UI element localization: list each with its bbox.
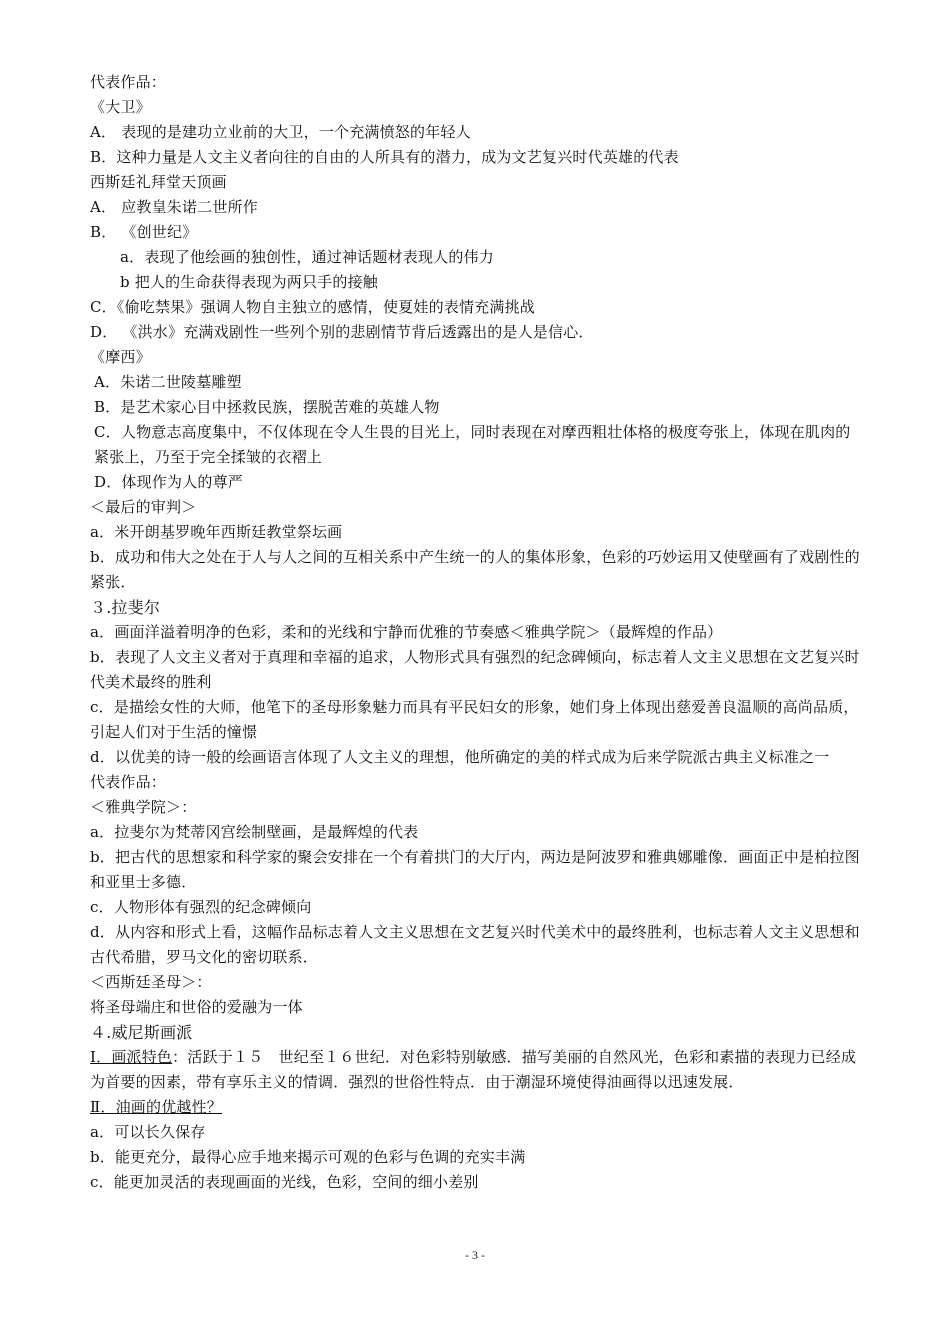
text-line: d．从内容和形式上看，这幅作品标志着人文主义思想在文艺复兴时代美术中的最终胜利，也标志着人文主义思想和古代希腊，罗马文化的密切联系． <box>90 923 860 966</box>
text-line: 《大卫》 <box>90 98 151 116</box>
text-line: D． 《洪水》充满戏剧性一些列个别的悲剧情节背后透露出的是人是信心． <box>90 323 594 341</box>
text-line: c．是描绘女性的大师，他笔下的圣母形象魅力而具有平民妇女的形象，她们身上体现出慈爱善良温顺的高尚品质，引起人们对于生活的憧憬 <box>90 698 859 741</box>
text-line: ３.拉斐尔 <box>90 598 161 617</box>
text-line: C．人物意志高度集中，不仅体现在令人生畏的目光上，同时表现在对摩西粗壮体格的极度夸张上，体现在肌肉的紧张上，乃至于完全揉皱的衣褶上 <box>94 423 851 466</box>
text-line: ４.威尼斯画派 <box>90 1023 193 1042</box>
text-line: b．成功和伟大之处在于人与人之间的互相关系中产生统一的人的集体形象，色彩的巧妙运用又使壁画有了戏剧性的紧张． <box>90 548 860 591</box>
text-line: a．画面洋溢着明净的色彩，柔和的光线和宁静而优雅的节奏感＜雅典学院＞（最辉煌的作品） <box>90 623 723 641</box>
page-body <box>90 70 865 1195</box>
text-line: B．这种力量是人文主义者向往的自由的人所具有的潜力，成为文艺复兴时代英雄的代表 <box>90 148 679 166</box>
text-line: ＜最后的审判＞ <box>90 498 197 516</box>
text-line: 代表作品： <box>90 773 167 791</box>
text-line: a．拉斐尔为梵蒂冈宫绘制壁画，是最辉煌的代表 <box>90 823 419 841</box>
text-line: ＜西斯廷圣母＞： <box>90 973 212 991</box>
text-line: A． 表现的是建功立业前的大卫，一个充满愤怒的年轻人 <box>90 123 471 141</box>
text-line: A．朱诺二世陵墓雕塑 <box>94 373 242 391</box>
oil-advantage-heading <box>90 1095 865 1120</box>
oil-item: b．能更充分，最得心应手地来揭示可观的色彩与色调的充实丰满 <box>90 1148 526 1166</box>
text-lines <box>90 70 865 1045</box>
oil-item: c．能更加灵活的表现画面的光线，色彩，空间的细小差别 <box>90 1173 479 1191</box>
text-line: D．体现作为人的尊严 <box>94 473 244 491</box>
text-line: b 把人的生命获得表现为两只手的接触 <box>120 273 378 291</box>
venice-feature-label: Ⅰ．画派特色 <box>90 1048 173 1066</box>
text-line: d．以优美的诗一般的绘画语言体现了人文主义的理想，他所确定的美的样式成为后来学院派古典主义标准之一 <box>90 748 830 766</box>
text-line: b．把古代的思想家和科学家的聚会安排在一个有着拱门的大厅内，两边是阿波罗和雅典娜雕像．画面正中是柏拉图和亚里士多德． <box>90 848 860 891</box>
oil-item: a．可以长久保存 <box>90 1123 206 1141</box>
text-line: A． 应教皇朱诺二世所作 <box>90 198 259 216</box>
text-line: a．表现了他绘画的独创性，通过神话题材表现人的伟力 <box>120 248 494 266</box>
venice-feature-text: ：活跃于１５ 世纪至１６世纪．对色彩特别敏感．描写美丽的自然风光，色彩和素描的表现力已经成为首要的因素，带有享乐主义的情调．强烈的世俗性特点．由于潮湿环境使得油画得以迅速发展． <box>90 1048 857 1091</box>
text-line: C．《偷吃禁果》强调人物自主独立的感情，使夏娃的表情充满挑战 <box>90 298 535 316</box>
venice-feature-paragraph <box>90 1045 865 1095</box>
text-line: b．表现了人文主义者对于真理和幸福的追求，人物形式具有强烈的纪念碑倾向，标志着人文主义思想在文艺复兴时代美术最终的胜利 <box>90 648 860 691</box>
text-line: 《摩西》 <box>90 348 151 366</box>
text-line: ＜雅典学院＞： <box>90 798 197 816</box>
text-line: 西斯廷礼拜堂天顶画 <box>90 173 227 191</box>
text-line: 将圣母端庄和世俗的爱融为一体 <box>90 998 303 1016</box>
text-line: c．人物形体有强烈的纪念碑倾向 <box>90 898 312 916</box>
text-line: 代表作品： <box>90 73 167 91</box>
page-number: - 3 - <box>465 1248 485 1262</box>
text-line: B．是艺术家心目中拯救民族，摆脱苦难的英雄人物 <box>94 398 440 416</box>
oil-advantage-label: Ⅱ．油画的优越性？ <box>90 1098 222 1116</box>
text-line: B． 《创世纪》 <box>90 223 198 241</box>
text-line: a．米开朗基罗晚年西斯廷教堂祭坛画 <box>90 523 343 541</box>
